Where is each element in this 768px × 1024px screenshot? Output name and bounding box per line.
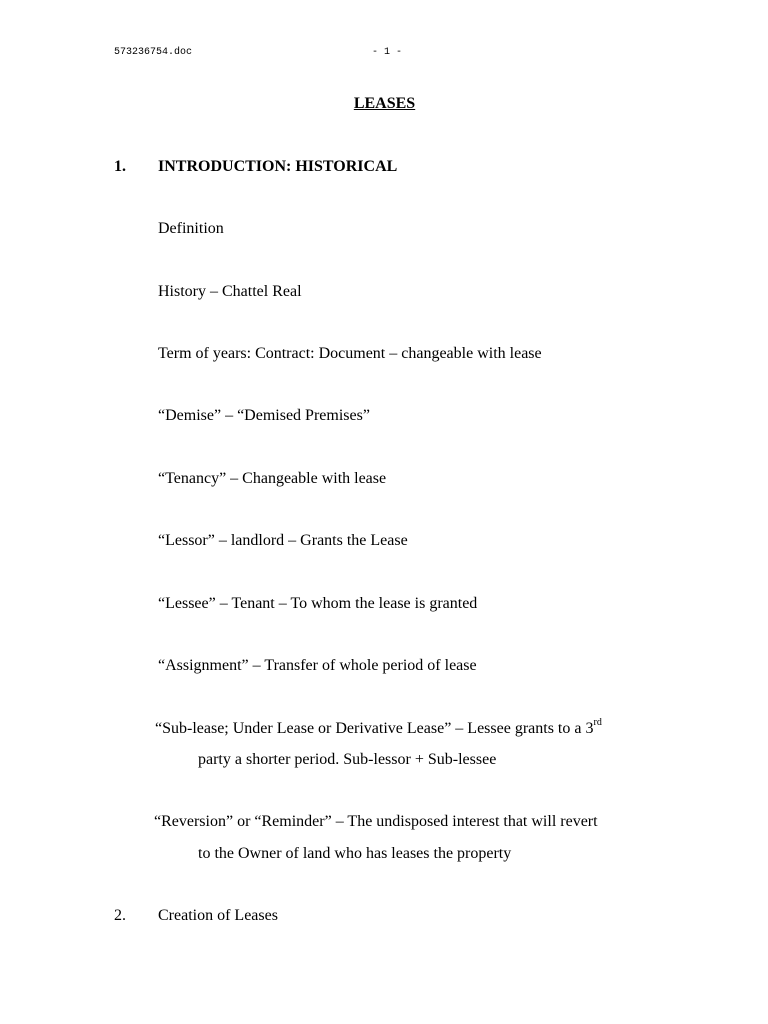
document-title (0, 94, 768, 114)
item-lessee: “Lessee” – Tenant – To whom the lease is granted (158, 595, 478, 612)
section-1-number: 1. (114, 158, 126, 175)
sublease-superscript: rd (593, 716, 602, 728)
item-demise: “Demise” – “Demised Premises” (158, 407, 370, 424)
header-page-number: - 1 - (372, 47, 403, 58)
document-title-text: LEASES (353, 95, 416, 112)
section-1-heading: INTRODUCTION: HISTORICAL (158, 158, 398, 175)
item-term-of-years: Term of years: Contract: Document – changeable with lease (158, 345, 542, 362)
item-assignment: “Assignment” – Transfer of whole period of lease (158, 657, 477, 674)
item-sublease-line1 (155, 716, 602, 739)
item-reversion-line1: “Reversion” or “Reminder” – The undisposed interest that will revert (154, 813, 598, 830)
item-history: History – Chattel Real (158, 283, 302, 300)
item-definition: Definition (158, 220, 224, 237)
item-lessor: “Lessor” – landlord – Grants the Lease (158, 532, 408, 549)
section-2-number: 2. (114, 907, 126, 924)
section-2-heading: Creation of Leases (158, 907, 278, 924)
header-filename: 573236754.doc (114, 47, 193, 58)
sublease-text: “Sub-lease; Under Lease or Derivative Lease” – Lessee grants to a 3 (155, 720, 594, 737)
item-tenancy: “Tenancy” – Changeable with lease (158, 470, 387, 487)
item-sublease-line2: party a shorter period. Sub-lessor + Sub-lessee (198, 751, 497, 768)
item-reversion-line2: to the Owner of land who has leases the property (198, 845, 512, 862)
